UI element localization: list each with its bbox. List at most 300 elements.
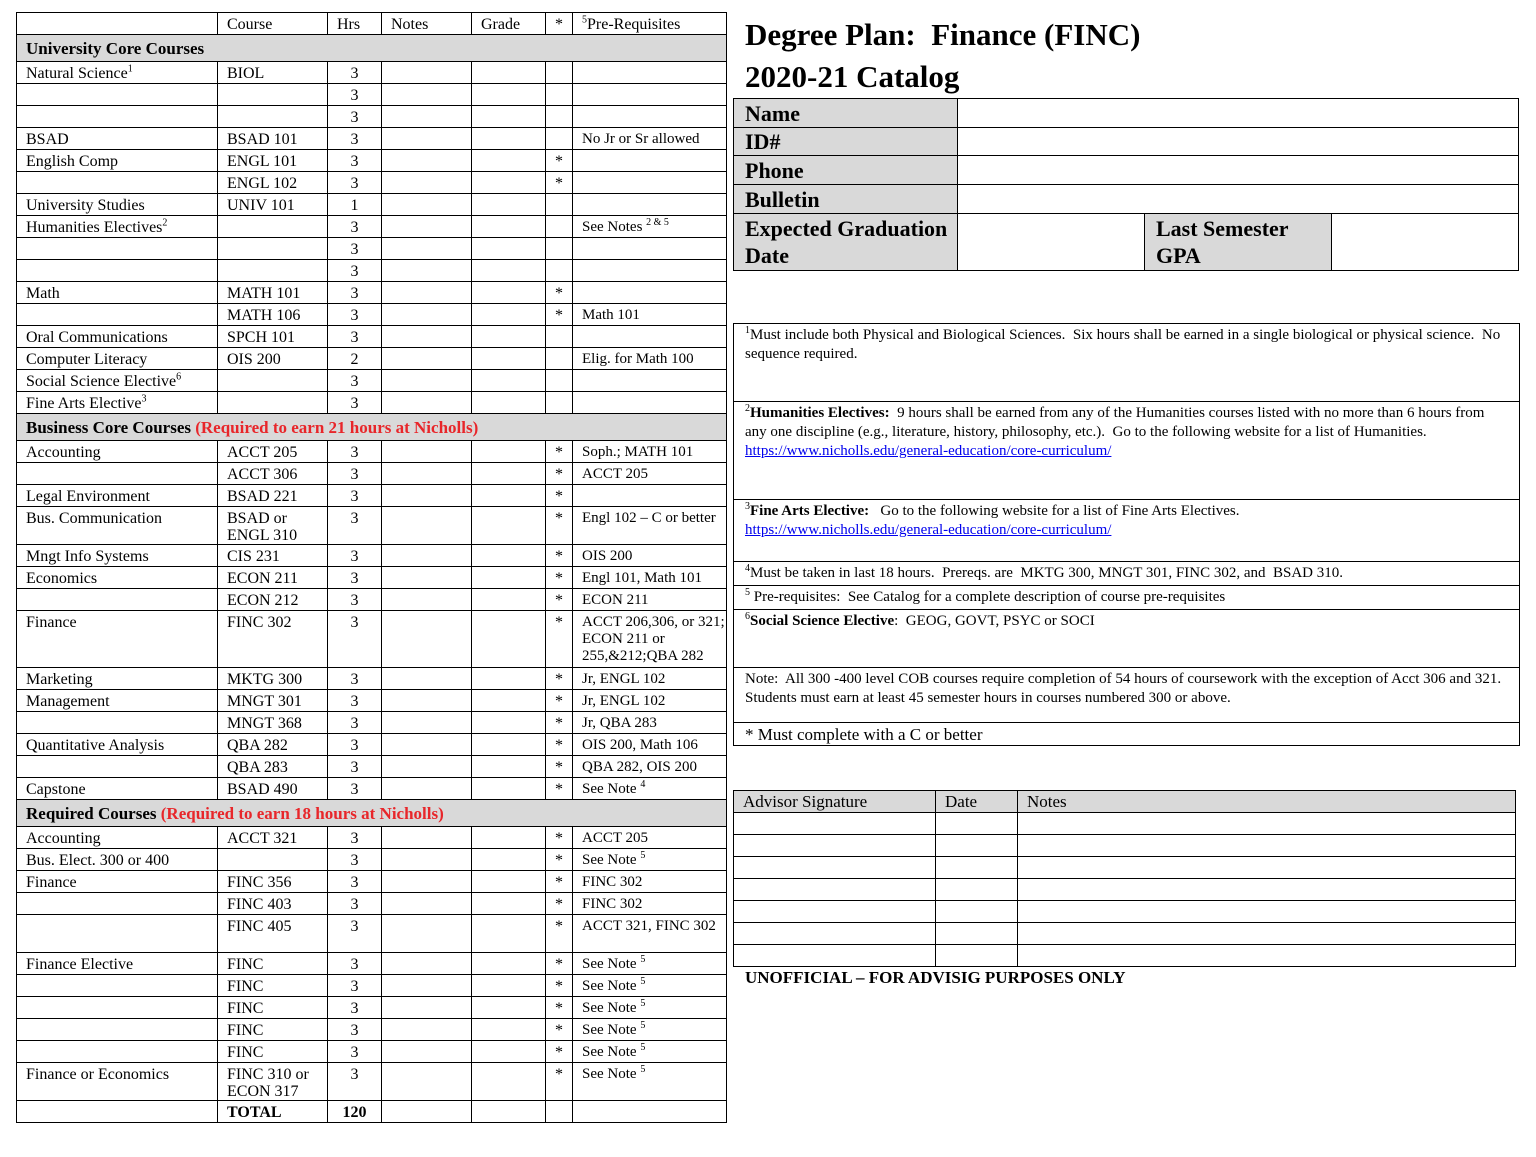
advisor-notes-cell[interactable] <box>1018 945 1516 967</box>
hours: 3 <box>328 668 382 690</box>
footnote-ref: 4 <box>640 779 646 790</box>
c-or-better-marker <box>546 216 573 238</box>
c-or-better-marker <box>546 128 573 150</box>
footnote-number: 6 <box>745 611 750 622</box>
grade-cell[interactable] <box>472 260 546 282</box>
grade-cell[interactable] <box>472 441 546 463</box>
grade-cell[interactable] <box>472 1041 546 1063</box>
grade-cell[interactable] <box>472 668 546 690</box>
date-cell[interactable] <box>936 813 1018 835</box>
notes-cell[interactable] <box>382 756 472 778</box>
phone-field[interactable] <box>958 156 1519 185</box>
prerequisites <box>573 1019 727 1041</box>
grade-cell[interactable] <box>472 150 546 172</box>
prereq-text: OIS 200, Math 106 <box>582 737 698 753</box>
notes-cell[interactable] <box>382 734 472 756</box>
course-code: BSAD 221 <box>218 485 328 507</box>
footnote-heading: Social Science Elective <box>750 613 895 629</box>
c-or-better-marker: * <box>546 304 573 326</box>
hours: 3 <box>328 485 382 507</box>
prereq-text: QBA 282, OIS 200 <box>582 759 698 775</box>
prereq-text: See Note <box>582 1022 637 1038</box>
grade-cell[interactable] <box>472 106 546 128</box>
prerequisites <box>573 194 727 216</box>
notes-cell[interactable] <box>382 106 472 128</box>
grade-cell[interactable] <box>472 172 546 194</box>
hours: 3 <box>328 128 382 150</box>
advisor-notes-cell[interactable] <box>1018 835 1516 857</box>
course-category <box>17 1019 218 1041</box>
notes-cell[interactable] <box>382 128 472 150</box>
advisor-signature-cell[interactable] <box>734 945 936 967</box>
notes-cell[interactable] <box>382 893 472 915</box>
grade-cell[interactable] <box>472 690 546 712</box>
course-code: FINC <box>218 997 328 1019</box>
notes-cell[interactable] <box>382 778 472 800</box>
hours: 3 <box>328 507 382 545</box>
grade-cell[interactable] <box>472 827 546 849</box>
prerequisites <box>573 507 727 545</box>
category-label: Accounting <box>26 830 101 847</box>
table-row <box>17 150 727 172</box>
notes-cell[interactable] <box>382 485 472 507</box>
advisor-notes-cell[interactable] <box>1018 857 1516 879</box>
table-row <box>17 106 727 128</box>
header-prereq <box>573 13 727 35</box>
prereq-text: See Note <box>582 978 637 994</box>
prereq-text: ACCT 205 <box>582 830 648 846</box>
course-code: UNIV 101 <box>218 194 328 216</box>
c-or-better-marker: * <box>546 893 573 915</box>
prereq-text: No Jr or Sr allowed <box>582 131 700 147</box>
id-field[interactable] <box>958 128 1519 156</box>
phone-label: Phone <box>734 156 958 185</box>
grade-cell[interactable] <box>472 975 546 997</box>
course-code: BSAD 490 <box>218 778 328 800</box>
footnote-number: 2 <box>745 403 750 414</box>
table-row <box>17 827 727 849</box>
prereq-text: Jr, QBA 283 <box>582 715 657 731</box>
footnote-number: 4 <box>745 563 750 574</box>
grade-cell[interactable] <box>472 194 546 216</box>
hours: 3 <box>328 893 382 915</box>
notes-cell[interactable] <box>382 150 472 172</box>
table-row <box>17 194 727 216</box>
hours: 3 <box>328 106 382 128</box>
table-row <box>17 915 727 953</box>
section-header <box>17 800 727 827</box>
course-category <box>17 260 218 282</box>
hours: 2 <box>328 348 382 370</box>
notes-cell[interactable] <box>382 84 472 106</box>
c-or-better-marker: * <box>546 827 573 849</box>
prerequisites <box>573 589 727 611</box>
advisor-notes-cell[interactable] <box>1018 813 1516 835</box>
prerequisites <box>573 849 727 871</box>
grade-cell[interactable] <box>472 589 546 611</box>
footnote-number: 5 <box>745 587 750 598</box>
grade-cell[interactable] <box>472 304 546 326</box>
course-category <box>17 216 218 238</box>
prerequisites <box>573 172 727 194</box>
catalog-year: 2020-21 Catalog <box>745 59 960 94</box>
notes-cell[interactable] <box>382 975 472 997</box>
advisor-row <box>734 901 1516 923</box>
grade-cell[interactable] <box>472 370 546 392</box>
notes-cell[interactable] <box>382 507 472 545</box>
course-code: ENGL 102 <box>218 172 328 194</box>
c-or-better-marker <box>546 106 573 128</box>
footnote-text: Must include both Physical and Biological Sciences. Six hours shall be earned in a single biological or physical science. No sequence required. <box>745 327 1505 362</box>
course-code: ECON 211 <box>218 567 328 589</box>
grade-cell[interactable] <box>472 893 546 915</box>
course-code: FINC 302 <box>218 611 328 668</box>
notes-cell[interactable] <box>382 567 472 589</box>
grade-cell[interactable] <box>472 611 546 668</box>
header-prereq-label: Pre-Requisites <box>587 16 681 33</box>
c-or-better-marker: * <box>546 463 573 485</box>
course-code: FINC <box>218 975 328 997</box>
table-row <box>17 84 727 106</box>
grade-cell[interactable] <box>472 734 546 756</box>
grade-cell[interactable] <box>472 871 546 893</box>
c-or-better-marker: * <box>546 849 573 871</box>
prerequisites <box>573 953 727 975</box>
prereq-text: Engl 101, Math 101 <box>582 570 702 586</box>
table-row <box>17 370 727 392</box>
category-label: Finance Elective <box>26 956 134 973</box>
section-header-row <box>17 414 727 441</box>
prerequisites <box>573 62 727 84</box>
course-category <box>17 756 218 778</box>
prereq-text: FINC 302 <box>582 874 643 890</box>
c-or-better-marker: * <box>546 975 573 997</box>
course-code: MNGT 368 <box>218 712 328 734</box>
prerequisites <box>573 611 727 668</box>
last-semester-gpa-field[interactable] <box>1332 214 1519 271</box>
c-or-better-marker: * <box>546 871 573 893</box>
c-or-better-marker: * <box>546 545 573 567</box>
c-or-better-marker <box>546 370 573 392</box>
notes-cell[interactable] <box>382 668 472 690</box>
footnote <box>734 500 1519 562</box>
course-category <box>17 893 218 915</box>
c-or-better-marker: * <box>546 668 573 690</box>
c-or-better-marker: * <box>546 1041 573 1063</box>
prereq-text: Soph.; MATH 101 <box>582 444 694 460</box>
notes-cell[interactable] <box>382 849 472 871</box>
hours: 3 <box>328 953 382 975</box>
grade-cell[interactable] <box>472 1063 546 1101</box>
prerequisites <box>573 106 727 128</box>
notes-cell[interactable] <box>382 392 472 414</box>
course-category <box>17 915 218 953</box>
section-header <box>17 35 727 62</box>
table-row <box>17 589 727 611</box>
footnote-ref: 2 & 5 <box>646 217 669 228</box>
notes-cell[interactable] <box>382 326 472 348</box>
core-curriculum-link[interactable]: https://www.nicholls.edu/general-education/core-curriculum/ <box>745 443 1112 459</box>
hours: 3 <box>328 589 382 611</box>
advisor-notes-cell[interactable] <box>1018 901 1516 923</box>
hours: 3 <box>328 238 382 260</box>
prereq-text: Math 101 <box>582 307 640 323</box>
notes-cell[interactable] <box>382 304 472 326</box>
notes-cell[interactable] <box>382 1063 472 1101</box>
hours: 3 <box>328 567 382 589</box>
prerequisites <box>573 975 727 997</box>
advisor-signature-header: Advisor Signature <box>734 791 936 813</box>
grade-cell[interactable] <box>472 545 546 567</box>
advisor-table <box>733 790 1516 967</box>
unofficial-disclaimer: UNOFFICIAL – FOR ADVISIG PURPOSES ONLY <box>745 968 1126 987</box>
notes-cell[interactable] <box>382 871 472 893</box>
grade-cell[interactable] <box>472 463 546 485</box>
advisor-signature-cell[interactable] <box>734 835 936 857</box>
prerequisites <box>573 238 727 260</box>
advisor-signature-cell[interactable] <box>734 813 936 835</box>
course-code: FINC <box>218 1041 328 1063</box>
notes-cell[interactable] <box>382 260 472 282</box>
category-label: Marketing <box>26 671 93 688</box>
blank-cell <box>546 1101 573 1123</box>
advisor-signature-cell[interactable] <box>734 857 936 879</box>
prerequisites <box>573 997 727 1019</box>
prereq-text: OIS 200 <box>582 548 633 564</box>
c-or-better-marker: * <box>546 712 573 734</box>
advisor-signature-cell[interactable] <box>734 879 936 901</box>
advisor-notes-cell[interactable] <box>1018 923 1516 945</box>
prereq-text: Jr, ENGL 102 <box>582 671 666 687</box>
notes-cell[interactable] <box>382 172 472 194</box>
section-header-row <box>17 35 727 62</box>
category-label: Fine Arts Elective <box>26 395 142 412</box>
advisor-notes-cell[interactable] <box>1018 879 1516 901</box>
section-header-row <box>17 800 727 827</box>
degree-title: Degree Plan: Finance (FINC) <box>745 17 1141 52</box>
prereq-text: Jr, ENGL 102 <box>582 693 666 709</box>
prerequisites <box>573 778 727 800</box>
grade-cell[interactable] <box>472 953 546 975</box>
footnote <box>734 610 1519 668</box>
course-category <box>17 128 218 150</box>
notes-cell[interactable] <box>382 545 472 567</box>
notes-cell[interactable] <box>382 953 472 975</box>
c-or-better-marker: * <box>546 507 573 545</box>
total-label: TOTAL <box>218 1101 328 1123</box>
grade-cell[interactable] <box>472 915 546 953</box>
grade-cell[interactable] <box>472 128 546 150</box>
course-category <box>17 172 218 194</box>
table-row <box>17 545 727 567</box>
notes-cell[interactable] <box>382 690 472 712</box>
notes-cell[interactable] <box>382 1019 472 1041</box>
prerequisites <box>573 441 727 463</box>
prerequisites <box>573 216 727 238</box>
grade-cell[interactable] <box>472 282 546 304</box>
grade-cell[interactable] <box>472 1019 546 1041</box>
table-row <box>17 282 727 304</box>
advisor-signature-cell[interactable] <box>734 901 936 923</box>
grade-cell[interactable] <box>472 507 546 545</box>
hours: 3 <box>328 1063 382 1101</box>
notes-cell[interactable] <box>382 238 472 260</box>
category-label: Computer Literacy <box>26 351 148 368</box>
name-field[interactable] <box>958 99 1519 128</box>
prerequisites <box>573 827 727 849</box>
course-category <box>17 997 218 1019</box>
course-code <box>218 238 328 260</box>
prerequisites <box>573 128 727 150</box>
date-cell[interactable] <box>936 857 1018 879</box>
course-category <box>17 611 218 668</box>
prereq-text: See Note <box>582 956 637 972</box>
table-row <box>17 849 727 871</box>
c-or-better-marker: * <box>546 690 573 712</box>
bulletin-field[interactable] <box>958 185 1519 214</box>
course-category <box>17 734 218 756</box>
course-category <box>17 778 218 800</box>
prereq-text: ACCT 321, FINC 302 <box>582 918 716 934</box>
footnote-ref: 1 <box>127 63 133 75</box>
notes-cell[interactable] <box>382 712 472 734</box>
c-or-better-marker <box>546 392 573 414</box>
course-code: FINC 356 <box>218 871 328 893</box>
hours: 3 <box>328 326 382 348</box>
prereq-text: Engl 102 – C or better <box>582 510 716 526</box>
grade-cell[interactable] <box>472 712 546 734</box>
table-row <box>17 690 727 712</box>
course-code: FINC <box>218 953 328 975</box>
hours: 3 <box>328 975 382 997</box>
prereq-text: ECON 211 <box>582 592 649 608</box>
grade-cell[interactable] <box>472 216 546 238</box>
category-label: Finance <box>26 614 77 631</box>
grade-cell[interactable] <box>472 84 546 106</box>
prerequisites <box>573 348 727 370</box>
prerequisites <box>573 282 727 304</box>
prerequisites <box>573 690 727 712</box>
grade-cell[interactable] <box>472 778 546 800</box>
date-cell[interactable] <box>936 879 1018 901</box>
course-code: BSAD or ENGL 310 <box>218 507 328 545</box>
course-code: QBA 282 <box>218 734 328 756</box>
prereq-text: See Note <box>582 1044 637 1060</box>
grade-cell[interactable] <box>472 326 546 348</box>
grade-cell[interactable] <box>472 567 546 589</box>
prereq-text: See Note <box>582 852 637 868</box>
advisor-header-row <box>734 791 1516 813</box>
date-cell[interactable] <box>936 901 1018 923</box>
grade-cell[interactable] <box>472 62 546 84</box>
hours: 1 <box>328 194 382 216</box>
notes-cell[interactable] <box>382 463 472 485</box>
c-or-better-marker: * <box>546 611 573 668</box>
c-or-better-marker <box>546 260 573 282</box>
footnote <box>734 586 1519 610</box>
c-or-better-marker <box>546 348 573 370</box>
id-label: ID# <box>734 128 958 156</box>
notes-header: Notes <box>1018 791 1516 813</box>
grade-cell[interactable] <box>472 392 546 414</box>
grade-cell[interactable] <box>472 997 546 1019</box>
prerequisites <box>573 463 727 485</box>
expected-graduation-label: Expected Graduation Date <box>734 214 958 271</box>
advisor-signature-cell[interactable] <box>734 923 936 945</box>
table-row <box>17 893 727 915</box>
c-or-better-marker: * <box>546 1019 573 1041</box>
expected-graduation-field[interactable] <box>958 214 1145 271</box>
course-code: FINC <box>218 1019 328 1041</box>
hours: 3 <box>328 62 382 84</box>
table-row <box>17 611 727 668</box>
grade-cell[interactable] <box>472 849 546 871</box>
category-label: Legal Environment <box>26 488 150 505</box>
table-row <box>17 326 727 348</box>
date-cell[interactable] <box>936 835 1018 857</box>
category-label: Natural Science <box>26 65 128 82</box>
table-row <box>17 997 727 1019</box>
total-blank <box>17 1101 218 1123</box>
notes-cell[interactable] <box>382 194 472 216</box>
hours: 3 <box>328 84 382 106</box>
notes-cell[interactable] <box>382 589 472 611</box>
prereq-text: Elig. for Math 100 <box>582 351 694 367</box>
table-row <box>17 441 727 463</box>
prerequisites <box>573 84 727 106</box>
footnote-ref: 6 <box>176 371 182 383</box>
footnote <box>734 324 1519 402</box>
notes-cell[interactable] <box>382 1041 472 1063</box>
grade-cell[interactable] <box>472 756 546 778</box>
prerequisites <box>573 871 727 893</box>
date-cell[interactable] <box>936 923 1018 945</box>
date-cell[interactable] <box>936 945 1018 967</box>
notes-cell[interactable] <box>382 441 472 463</box>
footnote-ref: 5 <box>640 1042 646 1053</box>
course-category <box>17 282 218 304</box>
table-row <box>17 668 727 690</box>
notes-cell[interactable] <box>382 997 472 1019</box>
course-category <box>17 441 218 463</box>
course-code: MATH 106 <box>218 304 328 326</box>
course-category <box>17 62 218 84</box>
notes-cell[interactable] <box>382 62 472 84</box>
notes-cell[interactable] <box>382 611 472 668</box>
course-code: SPCH 101 <box>218 326 328 348</box>
student-info-table <box>733 98 1519 271</box>
footnote-text: 9 hours shall be earned from any of the Humanities courses listed with no more than 6 hours from any one discipline (e.g., literature, history, philosophy, etc.). Go to the following website for a list of Humanities. <box>745 405 1489 440</box>
core-curriculum-link[interactable]: https://www.nicholls.edu/general-education/core-curriculum/ <box>745 522 1112 538</box>
course-category <box>17 712 218 734</box>
grade-cell[interactable] <box>472 485 546 507</box>
advisor-row <box>734 945 1516 967</box>
notes-cell[interactable] <box>382 915 472 953</box>
notes-cell[interactable] <box>382 348 472 370</box>
notes-cell[interactable] <box>382 370 472 392</box>
notes-cell[interactable] <box>382 827 472 849</box>
footnote-ref: 5 <box>640 1020 646 1031</box>
course-category <box>17 1063 218 1101</box>
notes-cell[interactable] <box>382 216 472 238</box>
footnote-text: Pre-requisites: See Catalog for a complete description of course pre-requisites <box>750 589 1226 605</box>
advisor-row <box>734 813 1516 835</box>
prerequisites <box>573 485 727 507</box>
grade-cell[interactable] <box>472 348 546 370</box>
grade-cell[interactable] <box>472 238 546 260</box>
course-category <box>17 975 218 997</box>
notes-cell[interactable] <box>382 282 472 304</box>
